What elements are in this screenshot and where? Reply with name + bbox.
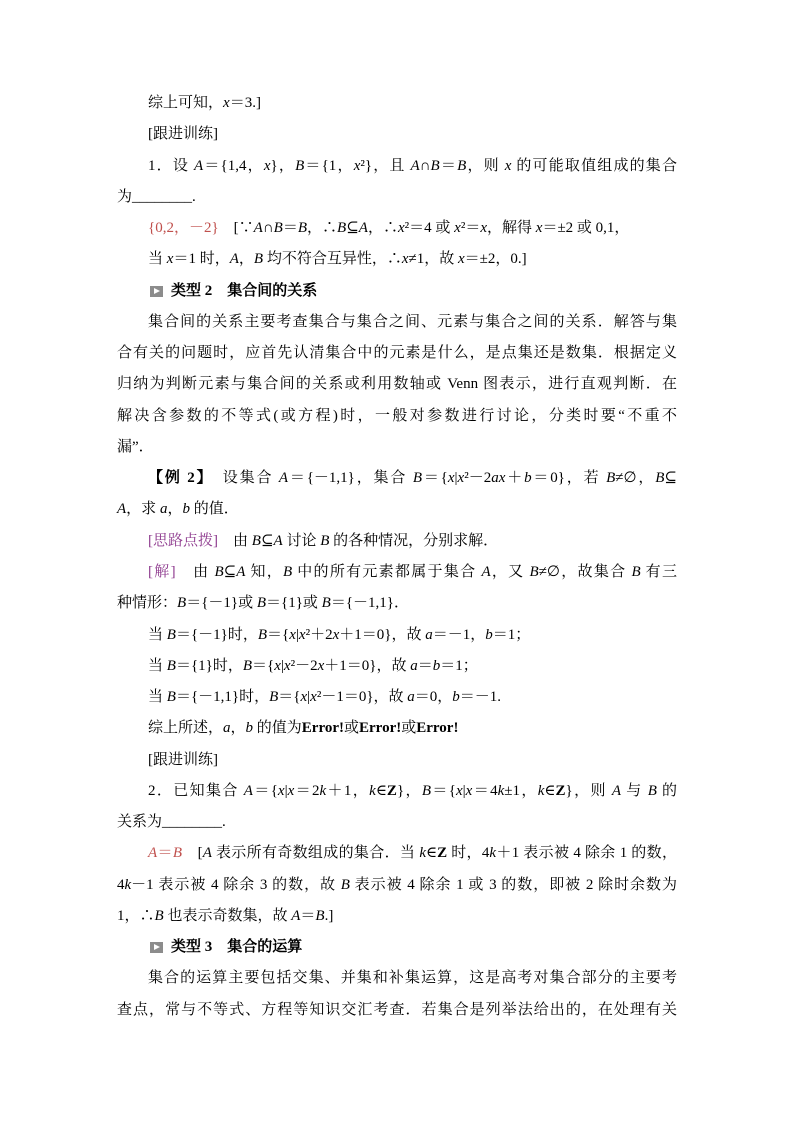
text-run: ＝2 <box>294 782 320 799</box>
text-run: ²－2 <box>464 470 492 487</box>
bold-text: Error! <box>359 720 402 737</box>
math-variable: B <box>655 470 665 487</box>
math-variable: A <box>243 782 253 799</box>
text-run: 关系为________. <box>117 814 226 831</box>
text-run: | <box>454 470 458 487</box>
math-variable: B <box>251 532 261 549</box>
math-variable: B <box>242 657 253 674</box>
math-variable: B <box>166 657 176 674</box>
math-variable: B <box>177 595 187 612</box>
bold-text: Error! <box>301 720 344 737</box>
math-variable: x <box>287 782 295 799</box>
math-variable: A <box>236 563 246 580</box>
text-run: ＋ <box>505 470 525 487</box>
section-2-intro-line: 归纳为判断元素与集合间的关系或利用数轴或 Venn 图表示，进行直观判断．在 <box>117 376 677 393</box>
text-run: ＝±2 或 0,1， <box>542 220 630 237</box>
math-variable: k <box>497 782 505 799</box>
text-run: ＝{－1,1}时， <box>175 689 270 706</box>
bold-text: Z <box>555 782 566 799</box>
math-variable: k <box>537 782 545 799</box>
text-run: 综上所述， <box>148 720 224 737</box>
math-variable: A <box>229 251 239 268</box>
text-run: 由 <box>175 563 215 580</box>
math-variable: x <box>223 95 230 111</box>
text-run: ＝{1}时， <box>175 657 243 674</box>
text-run: 讨论 <box>282 532 321 549</box>
exercise-2-solution-line <box>117 838 677 869</box>
math-variable: B <box>257 626 268 643</box>
text-run: 中的所有元素都属于集合 <box>292 563 482 580</box>
example-2-solution-line <box>117 713 677 744</box>
text-run: ， <box>167 501 183 518</box>
math-variable: B <box>273 220 283 237</box>
math-variable: x <box>300 689 308 706</box>
math-variable: B <box>320 532 330 549</box>
exercise-1-solution-line <box>117 244 677 275</box>
text-run: ，∴ <box>307 220 338 237</box>
section-3-label: 类型 3 <box>171 939 213 956</box>
math-variable: x <box>457 470 465 487</box>
example-2-solution-line <box>117 557 677 588</box>
math-variable: B <box>166 626 176 643</box>
math-variable: k <box>419 845 427 862</box>
math-variable: x <box>277 782 285 799</box>
math-variable: A <box>278 470 289 487</box>
text-run: | <box>462 782 466 799</box>
exercise-2-solution-line <box>117 901 677 932</box>
text-run: ∈ <box>375 782 387 799</box>
section-3-heading <box>117 932 677 963</box>
math-variable: A <box>291 907 301 924</box>
text-run: 1．设 <box>148 157 194 174</box>
math-variable: a <box>425 626 433 643</box>
text-run: ＝ <box>300 907 316 924</box>
example-2-solution-line <box>117 682 677 713</box>
math-variable: B <box>253 251 264 268</box>
text-run: ＝1； <box>440 657 478 674</box>
text-run: 的 <box>656 782 677 799</box>
text-run: ²＝4 或 <box>404 220 455 237</box>
math-variable: x <box>317 657 325 674</box>
text-run: .] <box>324 907 334 924</box>
exercise-header: [跟进训练] <box>148 751 218 768</box>
text-run: ＝1 时， <box>173 251 230 268</box>
text-run: ∩ <box>262 220 274 237</box>
highlighted-text: [思路点拨] <box>148 532 218 549</box>
math-variable: x <box>454 220 461 237</box>
math-variable: B <box>315 907 325 924</box>
math-variable: b <box>182 501 190 518</box>
text-run: ＝±2，0.] <box>464 251 527 268</box>
text-run: ∈ <box>544 782 556 799</box>
exercise-2-solution-line <box>117 870 677 901</box>
math-variable: b <box>485 626 493 643</box>
exercise-2-question-line <box>117 776 677 807</box>
math-variable: x <box>457 251 465 268</box>
math-variable: x <box>480 220 487 237</box>
highlighted-text: B <box>172 845 183 862</box>
play-triangle-icon <box>150 942 163 953</box>
text-run: ＝0}，若 <box>531 470 607 487</box>
text-run: }， <box>270 157 296 174</box>
text-run: [ <box>182 845 203 862</box>
math-variable: x <box>447 470 455 487</box>
text-run: ＝{ <box>252 782 278 799</box>
math-variable: B <box>430 157 440 174</box>
section-2-intro-line: 解决含参数的不等式(或方程)时，一般对参数进行讨论，分类时要“不重不 <box>117 407 677 424</box>
math-variable: B <box>412 470 422 487</box>
text-run: ²－1＝0}，故 <box>316 689 408 706</box>
text-run: ＝{1}或 <box>266 595 322 612</box>
math-variable: A <box>202 845 212 862</box>
text-run: ＝{－1,1}，集合 <box>288 470 413 487</box>
text-run: ＋1＝0}，故 <box>339 626 426 643</box>
math-variable: x <box>465 782 473 799</box>
math-variable: a <box>407 689 415 706</box>
math-variable: k <box>369 782 376 799</box>
bold-text: Z <box>437 845 448 862</box>
highlighted-text: [解] <box>148 563 176 580</box>
text-run: ＝{－1}或 <box>186 595 257 612</box>
text-run: 为________. <box>117 188 196 205</box>
text-run: ²＋2 <box>305 626 333 643</box>
text-run: ＝{1,4， <box>203 157 264 174</box>
text-run: ＝{－1,1}． <box>330 595 409 612</box>
text-run: ⊆ <box>260 532 274 549</box>
text-run: ＝{ <box>421 470 448 487</box>
text-run: 的可能取值组成的集合 <box>511 157 677 174</box>
text-run: 或 <box>401 720 417 737</box>
text-run: ＝{ <box>252 657 275 674</box>
math-variable: B <box>297 220 308 237</box>
text-run: ＝{ <box>267 626 290 643</box>
text-run: 或 <box>344 720 360 737</box>
math-variable: x <box>504 157 512 174</box>
text-run: ＝{ <box>278 689 301 706</box>
math-variable: A <box>481 563 491 580</box>
text-run: ＝－1. <box>459 689 502 706</box>
text-run: 表示所有奇数组成的集合．当 <box>211 845 420 862</box>
math-variable: A <box>273 532 283 549</box>
text-run: ∈ <box>426 845 438 862</box>
text-run: ±1， <box>504 782 538 799</box>
text-run: 表示被 4 除余 1 或 3 的数，即被 2 除时余数为 <box>349 876 677 893</box>
text-run: 当 <box>148 657 167 674</box>
section-3-intro-line: 查点，常与不等式、方程等知识交汇考查．若集合是列举法给出的，在处理有关 <box>117 1001 677 1018</box>
section-2-label: 类型 2 <box>171 282 213 299</box>
math-variable: A <box>193 157 204 174</box>
text-run: [∵ <box>218 220 254 237</box>
text-run: ， <box>238 251 254 268</box>
text-run: ＝4 <box>472 782 498 799</box>
text-run: ⊆ <box>664 470 677 487</box>
text-run: ＝1； <box>492 626 531 643</box>
exercise-1-solution-line <box>117 213 677 244</box>
text-run: 知， <box>245 563 284 580</box>
text-run: ，求 <box>126 501 160 518</box>
text-run: ， <box>230 720 246 737</box>
text-run: | <box>307 689 311 706</box>
math-variable: x <box>166 251 174 268</box>
math-variable: B <box>606 470 616 487</box>
text-run: ＝{－1}时， <box>175 626 258 643</box>
math-variable: B <box>647 782 657 799</box>
math-variable: A <box>611 782 622 799</box>
math-variable: a <box>410 657 418 674</box>
math-variable: A <box>410 157 420 174</box>
math-variable: B <box>283 563 293 580</box>
text-run: 4 <box>117 876 125 893</box>
text-run: 当 <box>148 689 167 706</box>
math-variable: B <box>269 689 279 706</box>
text-run: ⊆ <box>346 220 359 237</box>
exercise-1-question-line <box>117 151 677 182</box>
math-variable: x <box>353 157 361 174</box>
exercise-header: [跟进训练] <box>148 126 218 143</box>
math-variable: x <box>263 157 271 174</box>
text-run: 有三 <box>640 563 677 580</box>
math-variable: b <box>524 470 532 487</box>
math-variable: k <box>319 782 327 799</box>
example-2-statement-line <box>117 494 677 525</box>
math-variable: B <box>154 907 164 924</box>
text-run: ²＝ <box>460 220 481 237</box>
math-variable: b <box>432 657 441 674</box>
text-run: 综上可知， <box>148 95 224 111</box>
section-2-intro-line: 集合间的关系主要考查集合与集合之间、元素与集合之间的关系．解答与集 <box>148 313 677 330</box>
math-variable: x <box>310 689 317 706</box>
text-run: 时，4 <box>447 845 490 862</box>
text-run: ∩ <box>419 157 431 174</box>
math-variable: x <box>274 657 281 674</box>
text-run: ，又 <box>490 563 530 580</box>
math-variable: a <box>223 720 231 737</box>
math-variable: x <box>332 626 340 643</box>
bold-text: 【例 2】 <box>148 470 206 487</box>
math-variable: B <box>321 595 331 612</box>
math-variable: x <box>283 657 291 674</box>
text-run: | <box>280 657 284 674</box>
math-variable: B <box>421 782 432 799</box>
math-variable: B <box>337 220 347 237</box>
text-run: ²}，且 <box>360 157 411 174</box>
math-variable: x <box>455 782 463 799</box>
document-page <box>117 88 677 1026</box>
text-run: 当 <box>148 626 167 643</box>
text-run: 种情形： <box>117 595 178 612</box>
text-run: | <box>284 782 288 799</box>
math-variable: B <box>631 563 641 580</box>
example-2-solution-line <box>117 588 677 619</box>
math-variable: a <box>159 501 168 518</box>
text-run: 设集合 <box>205 470 279 487</box>
math-variable: x <box>298 626 306 643</box>
text-run: ＝{1， <box>304 157 354 174</box>
math-variable: k <box>124 876 132 893</box>
highlighted-text: A <box>148 845 158 862</box>
text-run: ⊆ <box>223 563 237 580</box>
highlighted-text: ＝ <box>157 845 173 862</box>
conclusion-line <box>117 88 677 119</box>
math-variable: B <box>214 563 224 580</box>
section-3-title: 集合的运算 <box>227 939 303 956</box>
math-variable: ax <box>491 470 506 487</box>
section-2-title: 集合间的关系 <box>227 282 318 299</box>
play-triangle-icon <box>150 286 163 297</box>
text-run: 均不符合互异性，∴ <box>263 251 402 268</box>
text-run: | <box>295 626 299 643</box>
text-run: ＝ <box>439 157 458 174</box>
math-variable: x <box>289 626 296 643</box>
exercise-2-question-line <box>117 807 677 838</box>
example-2-solution-line <box>117 620 677 651</box>
text-run: 的各种情况，分别求解． <box>329 532 499 549</box>
text-run: 与 <box>621 782 648 799</box>
example-2-statement-line <box>117 463 677 494</box>
math-variable: B <box>529 563 539 580</box>
math-variable: B <box>457 157 467 174</box>
math-variable: A <box>358 220 368 237</box>
text-run: ＋1， <box>326 782 370 799</box>
exercise-1-question-line <box>117 182 677 213</box>
text-run: 也表示奇数集，故 <box>163 907 292 924</box>
text-run: ＝3.] <box>229 95 261 111</box>
math-variable: B <box>340 876 350 893</box>
math-variable: b <box>452 689 460 706</box>
math-variable: A <box>117 501 127 518</box>
text-run: ²－2 <box>290 657 318 674</box>
math-variable: x <box>397 220 405 237</box>
math-variable: x <box>535 220 543 237</box>
math-variable: A <box>253 220 263 237</box>
text-run: ≠∅，故集合 <box>538 563 632 580</box>
math-variable: B <box>166 689 176 706</box>
text-run: ＝ <box>282 220 298 237</box>
bold-text: Z <box>386 782 397 799</box>
text-run: 的值． <box>189 501 239 518</box>
highlighted-text: {0,2，－2} <box>148 220 219 237</box>
text-run: ，∴ <box>367 220 398 237</box>
text-run: ，解得 <box>487 220 536 237</box>
text-run: 当 <box>148 251 167 268</box>
text-run: ≠1，故 <box>408 251 458 268</box>
text-run: }， <box>396 782 422 799</box>
text-run: ＝0， <box>414 689 453 706</box>
math-variable: b <box>245 720 254 737</box>
text-run: ＝ <box>417 657 433 674</box>
math-variable: B <box>295 157 305 174</box>
section-2-intro-line: 合有关的问题时，应首先认清集合中的元素是什么，是点集还是数集．根据定义 <box>117 345 677 362</box>
text-run: ，则 <box>466 157 505 174</box>
section-2-heading <box>117 276 677 307</box>
math-variable: k <box>489 845 497 862</box>
text-run: ＝{ <box>431 782 456 799</box>
text-run: ＝－1， <box>432 626 486 643</box>
text-run: －1 表示被 4 除余 3 的数，故 <box>131 876 341 893</box>
section-2-intro-line: 漏”． <box>117 438 154 455</box>
section-3-intro-line: 集合的运算主要包括交集、并集和补集运算，这是高考对集合部分的主要考 <box>148 970 677 987</box>
text-run: 2．已知集合 <box>148 782 244 799</box>
math-variable: B <box>256 595 267 612</box>
bold-text: Error! <box>416 720 459 737</box>
text-run: }，则 <box>565 782 612 799</box>
text-run: ≠∅， <box>615 470 656 487</box>
text-run: 的值为 <box>253 720 302 737</box>
text-run: 1，∴ <box>117 907 155 924</box>
example-2-hint-line <box>117 526 677 557</box>
text-run: 由 <box>218 532 252 549</box>
text-run: ＋1＝0}，故 <box>324 657 411 674</box>
math-variable: x <box>401 251 409 268</box>
example-2-solution-line <box>117 651 677 682</box>
text-run: ＋1 表示被 4 除余 1 的数， <box>496 845 677 862</box>
